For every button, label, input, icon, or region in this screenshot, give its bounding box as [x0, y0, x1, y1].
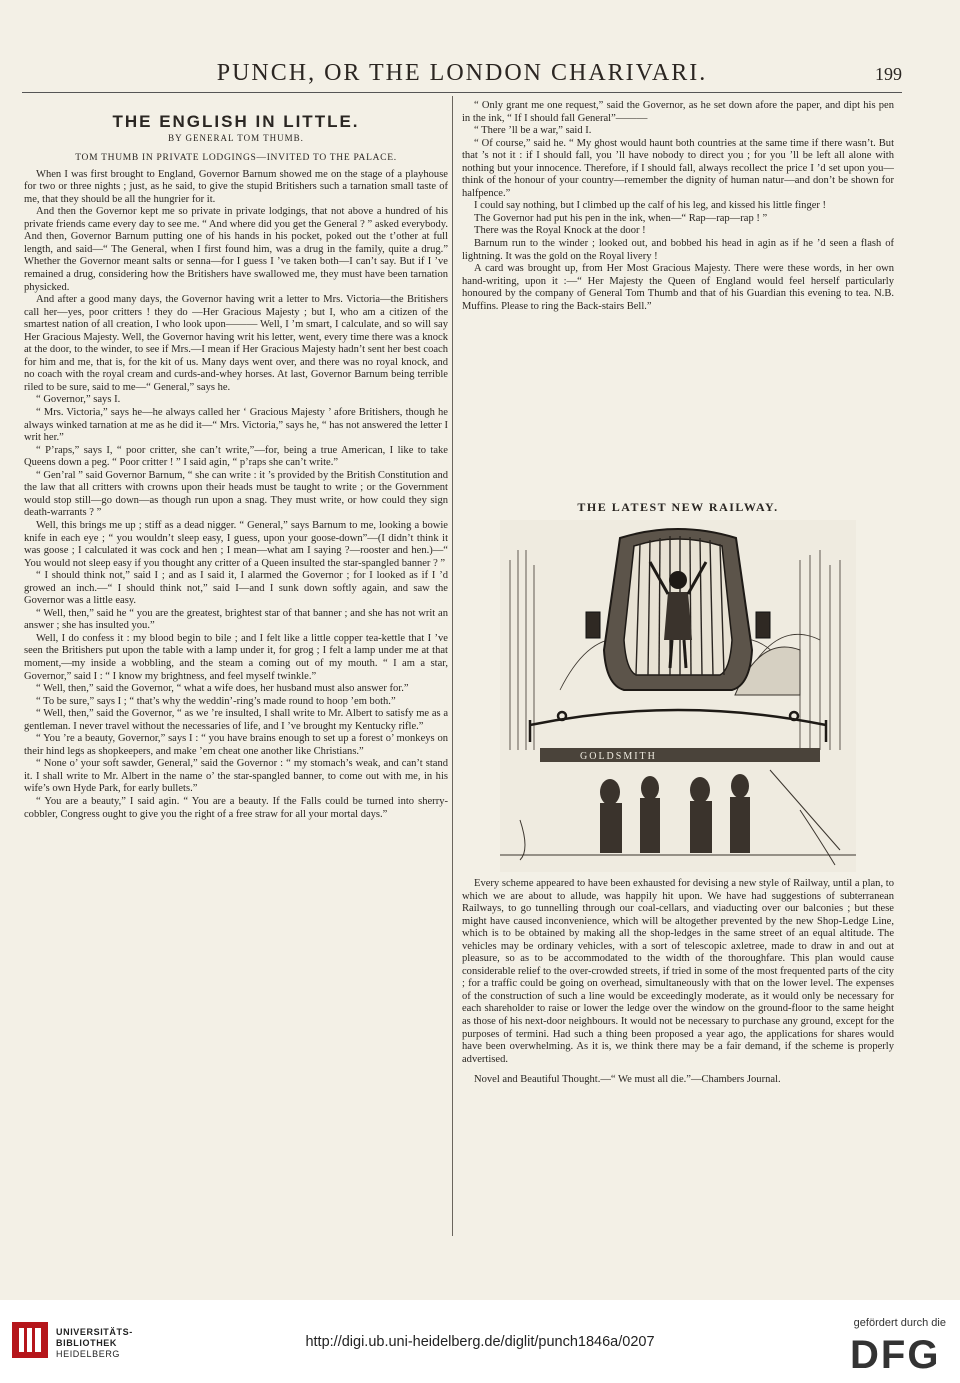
paragraph: A card was brought up, from Her Most Gracious Majesty. There were these words, in her own hand-writing, upon it :—“ Her Majesty the Queen of England would feel herself particularly honoured by the company of General Tom Thumb and that of his Guardian this evening to tea. N.B. Muffins. Please to ring the Back-stairs Bell.” — [462, 263, 894, 312]
paragraph: “ Well, then,” said the Governor, “ what a wife does, her husband must also answer for.” — [36, 683, 409, 695]
paragraph: “ Well, then,” said the Governor, “ as we ’re insulted, I shall write to Mr. Albert to satisfy me as a gentleman. I never travel without the necessaries of life, and I ’ve brought my Kentucky rifle.” — [24, 708, 448, 732]
paragraph: “ Of course,” said he. “ My ghost would haunt both countries at the same time if there wasn’t. But that ’s not it : if I should fall, you ’ll have nobody to direct you ; for you ’ll be left all alone with nothing but your innocence. Therefore, if I should fall, always recollect the price I ’d set upon you—think of the honour of your country—remember the dignity of human natur—and don’t be shown for halfpence.” — [462, 137, 894, 199]
right-column-top — [462, 100, 894, 500]
paragraph: When I was first brought to England, Governor Barnum showed me on the stage of a playhouse for two or three nights ; just, as he said, to give the stupid Britishers such a tarnation small taste of me, that they should be all the hungrier for it. — [24, 168, 448, 205]
paragraph: “ Mrs. Victoria,” says he—he always called her ‘ Gracious Majesty ’ afore Britishers, though he always winked tarnation at me as he did it—“ Mrs. Victoria,” says he, “ has not answered the letter I writ her.” — [24, 407, 448, 444]
shop-sign: GOLDSMITH — [580, 751, 657, 762]
paragraph: “ Governor,” says I. — [36, 394, 121, 406]
masthead-title: PUNCH, OR THE LONDON CHARIVARI. — [216, 60, 708, 86]
paragraph: And then the Governor kept me so private in private lodgings, that not above a hundred of his private friends came every day to see me. “ And where did you get the General ? ” asked everybody. And then, Governor Barnum putting one of his hands in his pocket, poked out the t’other at full length, and said—“ The General, when I first found him, was a drug in the family, quite a drug.” Whether the Governor meant salts or senna—for I guess I ’ve taken both—I can’t say. But if I ’ve remained a drug, considering how the Britishers have swallowed me, they must have been tarnation physicked. — [24, 206, 448, 293]
article-subheading: TOM THUMB IN PRIVATE LODGINGS—INVITED TO THE PALACE. — [75, 153, 397, 164]
railway-title: THE LATEST NEW RAILWAY. — [577, 500, 779, 514]
sponsor-caption: gefördert durch die — [853, 1317, 946, 1329]
railway-illustration — [500, 520, 856, 872]
paragraph: Well, I do confess it : my blood begin to bile ; and I felt like a little copper tea-kettle that I ’ve seen the Britishers put upon the table with a lamp under it, for grog ; I felt a lamp under me at that moment,—my inside a wobbling, and the steam a coming out of my mouth. “ I am a star, Governor,” said I : “ I know my brightness, and feel myself twinkle.” — [24, 632, 448, 682]
dfg-logo-icon — [850, 1330, 946, 1374]
paragraph: And after a good many days, the Governor having writ a letter to Mrs. Victoria—the Britishers call her—yes, poor critters ! they do —Her Gracious Majesty ; but I, who am a citizen of the smartest nation of all creation, I who look upon——— Well, I ’m smart, I calculate, and so will say Her Gracious Majesty. Well, the Governor having writ his letter, went, every time there was a knock at the door, to the winder, to see if Mrs.—I mean if Her Gracious Majesty hadn’t sent her best coach for him and me, that is, for the kit of us. Many days went over, and there was no royal knock, and no coach with the royal cream and curds-and-whey horses. At last, Governor Barnum being terrible riled to be sure, said to me—“ General,” says he. — [24, 294, 448, 393]
source-url[interactable]: http://digi.ub.uni-heidelberg.de/diglit/punch1846a/0207 — [305, 1334, 655, 1350]
paragraph: “ None o’ your soft sawder, General,” said the Governor : “ my stomach’s weak, and can’t stand it. I shall write to Mr. Albert in the name o’ the star-spangled banner, to come out with me, in his wife’s own Hyde Park, for early bullets.” — [24, 758, 448, 795]
paragraph: The Governor had put his pen in the ink, when—“ Rap—rap—rap ! ” — [474, 212, 768, 224]
paragraph: There was the Royal Knock at the door ! — [474, 225, 646, 237]
svg-text:DFG: DFG — [850, 1333, 941, 1374]
article-byline: BY GENERAL TOM THUMB. — [168, 132, 304, 143]
paragraph: I could say nothing, but I climbed up the calf of his leg, and kissed his little finger ! — [474, 200, 827, 212]
library-name: UNIVERSITÄTS- BIBLIOTHEK HEIDELBERG — [56, 1327, 133, 1359]
paragraph: “ Gen’ral ” said Governor Barnum, “ she can write : it ’s provided by the British Constitution and the law that all critters with crowns upon their heads must be taught to write ; or the Government would stop still—go down—as though run upon a snag. They must write, or how could they sign death-warrants ? ” — [24, 469, 448, 519]
left-column — [24, 100, 448, 1240]
paragraph: “ You ’re a beauty, Governor,” says I : “ you have brains enough to set up a forest o’ monkeys on their hind legs as shopkeepers, and make ’em cheat one another like Christians.” — [24, 733, 448, 757]
article-title: THE ENGLISH IN LITTLE. — [112, 112, 360, 131]
paragraph: “ There ’ll be a war,” said I. — [474, 125, 592, 137]
paragraph: Every scheme appeared to have been exhausted for devising a new style of Railway, until a plan, to which we are about to allude, was happily hit upon. We have had suggestions of subterranean Railways, to go tunnelling through our coal-cellars, and viaducting over our balconies ; but these might have caused inconvenience, which will be altogether prevented by the new Shop-Ledge Line, which is to be obtained by making all the shop-ledges in the same street of an equal altitude. The vehicles may be ordinary vehicles, with a sort of telescopic axletree, made to draw in and out at pleasure, so as to be accommodated to the width of the thoroughfare. This plan would cause considerable relief to the over-crowded streets, if tried in some of the most frequented parts of the city ; for a traffic could be going on overhead, simultaneously with that on the lower level. The expenses of the construction of such a line would be exceedingly moderate, as it would only be necessary for each shareholder to raise or lower the ledge over the window on the ground-floor to the same height as those of his next-door neighbours. It would not be necessary to purchase any ground, except for the purposes of termini. Had such a thing been proposed a year ago, the applications for shares would have been overwhelming. As it is, we think there may be a fair demand, if the scheme is properly advertised. — [462, 878, 894, 1065]
paragraph: “ Well, then,” said he “ you are the greatest, brightest star of that banner ; and she has not writ an answer ; she has insulted you.” — [24, 607, 448, 632]
paragraph: Barnum run to the winder ; looked out, and bobbed his head in agin as if he ’d seen a flash of lightning. It was the gold on the Royal livery ! — [462, 238, 894, 262]
footer-bar — [0, 1300, 960, 1383]
paragraph: “ Only grant me one request,” said the Governor, as he set down afore the paper, and dipt his pen in the ink, “ If I should fall General”——— — [462, 100, 894, 124]
right-column-bottom — [462, 878, 894, 1238]
novel-thought: Novel and Beautiful Thought.—“ We must all die.”—Chambers Journal. — [474, 1074, 781, 1086]
paragraph: Well, this brings me up ; stiff as a dead nigger. “ General,” says Barnum to me, looking a bowie knife in each eye ; “ you wouldn’t sleep easy, I guess, upon your goose-down”—(I didn’t think it was goose ; I calculated it was cock and hen ; I mean—what am I saying ?—rooster and hen.)—“ You would not sleep easy if you thought any critter of a Queen insulted the star-spangled banner ? ” — [24, 519, 448, 569]
column-rule — [452, 96, 453, 1236]
paragraph: “ I should think not,” said I ; and as I said it, I alarmed the Governor ; for I looked as if I ’d growed an inch.—“ I should think not,” said I—and I sunk down softly again, and saw the Governor was a little easy. — [24, 570, 448, 607]
paragraph: “ To be sure,” says I ; “ that’s why the weddin’-ring’s made round to hoop ’em both.” — [36, 695, 396, 707]
page-number: 199 — [875, 64, 902, 84]
running-head — [22, 58, 902, 93]
paragraph: “ P’raps,” says I, “ poor critter, she can’t write,”—for, being a true American, I like to take Queens down a peg. “ Poor critter ! ” I said agin, “ p’raps she can’t write.” — [24, 444, 448, 469]
paragraph: “ You are a beauty,” I said agin. “ You are a beauty. If the Falls could be turned into sherry-cobbler, Congress ought to give you the right of a free straw for all your mortal days.” — [24, 795, 448, 820]
